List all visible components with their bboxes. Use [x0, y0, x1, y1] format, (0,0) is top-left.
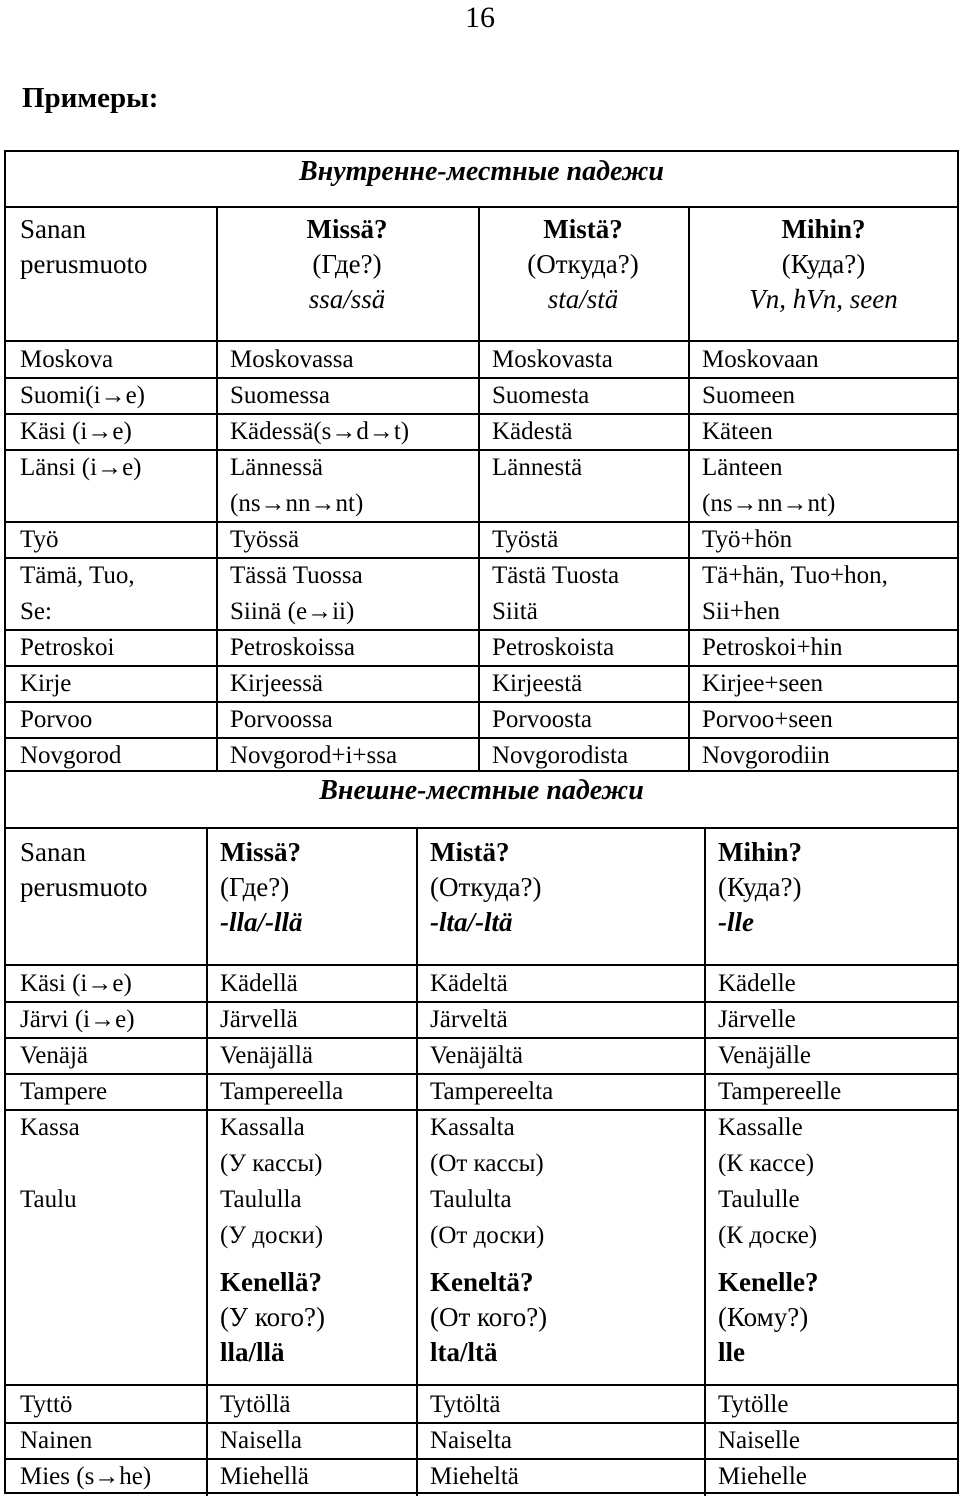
table-cell: Kirjee+seen: [702, 670, 823, 697]
table-cell: Tampere: [20, 1078, 108, 1105]
table-cell: Tämä, Tuo,: [20, 562, 135, 589]
table-cell: (От доски): [430, 1222, 545, 1249]
table-cell: Kädeltä: [430, 970, 508, 997]
table-cell: Kädellä: [220, 970, 298, 997]
page-heading: Примеры:: [22, 82, 159, 114]
table-cell: Tästä Tuosta: [492, 562, 620, 589]
table-cell: Siitä: [492, 598, 538, 625]
table-cell: Venäjä: [20, 1042, 89, 1069]
table-cell: (К доске): [718, 1222, 818, 1249]
section1-title: Внутренне-местные падежи: [299, 156, 664, 187]
table-cell: Mies (s→he): [20, 1463, 152, 1490]
table-cell: Petroskoi: [20, 634, 115, 661]
table-cell: Mieheltä: [430, 1463, 519, 1490]
table-cell: Länsi (i→e): [20, 454, 142, 481]
table-cell: Miehelle: [718, 1463, 807, 1490]
table-cell: Nainen: [20, 1427, 93, 1454]
table-cell: Petroskoissa: [230, 634, 355, 661]
table-cell: Moskovaan: [702, 346, 819, 373]
table-cell: Kirjeessä: [230, 670, 324, 697]
table-cell: Suomi(i→e): [20, 382, 145, 409]
table-cell: Naiselle: [718, 1427, 800, 1454]
table-cell: Moskova: [20, 346, 114, 373]
table-cell: Tässä Tuossa: [230, 562, 363, 589]
header-mihin: Mihin? (Куда?) Vn, hVn, seen: [749, 214, 898, 314]
table-cell: Työssä: [230, 526, 300, 553]
cases-table: [4, 150, 959, 1494]
table-cell: Kirjeestä: [492, 670, 583, 697]
page-number: 16: [465, 1, 495, 34]
table-cell: Venäjältä: [430, 1042, 524, 1069]
table-cell: Naisella: [220, 1427, 302, 1454]
table-cell: (У кассы): [220, 1150, 323, 1177]
table-cell: Länteen: [702, 454, 783, 481]
table-cell: Taululta: [430, 1186, 512, 1213]
table-cell: Järvi (i→e): [20, 1006, 135, 1033]
table-cell: (От кассы): [430, 1150, 544, 1177]
table-cell: Järvellä: [220, 1006, 298, 1033]
table-cell: Kassalle: [718, 1114, 803, 1141]
header2-mihin: Mihin? (Куда?) -lle: [718, 837, 803, 937]
table-cell: Miehellä: [220, 1463, 309, 1490]
table-cell: Porvoo: [20, 706, 93, 733]
table-cell: Kassalta: [430, 1114, 515, 1141]
table-cell: Tytölle: [718, 1391, 789, 1418]
table-cell: Tampereelta: [430, 1078, 554, 1105]
table-cell: Kädessä(s→d→t): [230, 418, 410, 445]
table-cell: Tytöltä: [430, 1391, 501, 1418]
table-cell: (К кассе): [718, 1150, 815, 1177]
table-cell: Tytöllä: [220, 1391, 291, 1418]
table-cell: Järvelle: [718, 1006, 796, 1033]
table-cell: Petroskoista: [492, 634, 615, 661]
table-cell: Porvoosta: [492, 706, 592, 733]
table-cell: Tampereelle: [718, 1078, 842, 1105]
table-cell: Kassalla: [220, 1114, 305, 1141]
table-cell: Kädelle: [718, 970, 796, 997]
table-cell: Tyttö: [20, 1391, 73, 1418]
table-cell: Moskovassa: [230, 346, 354, 373]
table-cell: Järveltä: [430, 1006, 508, 1033]
table-cell: Taululle: [718, 1186, 800, 1213]
who-missa: Kenellä? (У кого?) lla/llä: [220, 1267, 325, 1367]
table-cell: Tä+hän, Tuo+hon,: [702, 562, 888, 589]
table-cell: (У доски): [220, 1222, 324, 1249]
table-cell: Työ+hön: [702, 526, 793, 553]
table-cell: Petroskoi+hin: [702, 634, 843, 661]
header2-mista: Mistä? (Откуда?) -lta/-ltä: [430, 837, 542, 937]
table-cell: Porvoo+seen: [702, 706, 833, 733]
who-mihin: Kenelle? (Кому?) lle: [718, 1267, 819, 1367]
table-cell: Moskovasta: [492, 346, 613, 373]
table-cell: Suomessa: [230, 382, 330, 409]
header-mista: Mistä? (Откуда?) sta/stä: [527, 214, 639, 314]
table-cell: Se:: [20, 598, 52, 625]
table-cell: Taululla: [220, 1186, 302, 1213]
table-cell: Venäjälle: [718, 1042, 812, 1069]
table-cell: Lännestä: [492, 454, 583, 481]
table-cell: Novgorod: [20, 742, 122, 769]
table-cell: Taulu: [20, 1186, 77, 1213]
table-cell: (ns→nn→nt): [702, 490, 836, 517]
table-cell: Kirje: [20, 670, 72, 697]
table-cell: Käteen: [702, 418, 773, 445]
table-cell: Sii+hen: [702, 598, 780, 625]
table-cell: Kädestä: [492, 418, 573, 445]
table-cell: Työstä: [492, 526, 559, 553]
table-cell: Käsi (i→e): [20, 970, 132, 997]
table-cell: Naiselta: [430, 1427, 512, 1454]
table-cell: Suomesta: [492, 382, 590, 409]
table-cell: Novgorodiin: [702, 742, 830, 769]
table-cell: Novgorod+i+ssa: [230, 742, 398, 769]
header-missa: Missä? (Где?) ssa/ssä: [306, 214, 388, 314]
table-cell: Venäjällä: [220, 1042, 314, 1069]
header2-base-form: Sanan perusmuoto: [20, 837, 148, 902]
who-mista: Keneltä? (От кого?) lta/ltä: [430, 1267, 548, 1367]
table-cell: Käsi (i→e): [20, 418, 132, 445]
header-base-form: Sanan perusmuoto: [20, 214, 148, 279]
table-cell: Novgorodista: [492, 742, 629, 769]
table-cell: Siinä (e→ii): [230, 598, 355, 625]
table-cell: (ns→nn→nt): [230, 490, 364, 517]
table-cell: Tampereella: [220, 1078, 344, 1105]
table-cell: Porvoossa: [230, 706, 333, 733]
table-cell: Kassa: [20, 1114, 80, 1141]
table-cell: Lännessä: [230, 454, 324, 481]
section2-title: Внешне-местные падежи: [319, 775, 644, 806]
header2-missa: Missä? (Где?) -lla/-llä: [220, 837, 303, 937]
table-cell: Suomeen: [702, 382, 796, 409]
table-cell: Työ: [20, 526, 59, 553]
